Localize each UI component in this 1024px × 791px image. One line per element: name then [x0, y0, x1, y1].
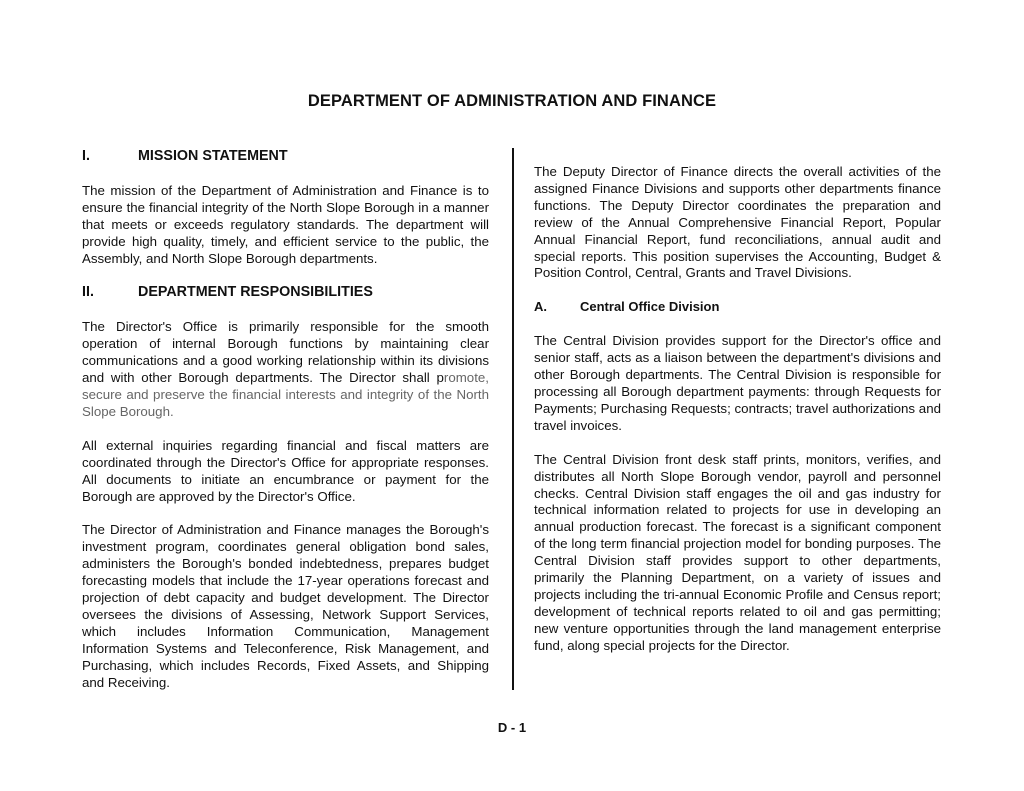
section-title: DEPARTMENT RESPONSIBILITIES — [138, 284, 373, 301]
section-heading-mission — [82, 148, 489, 165]
inquiries-paragraph: All external inquiries regarding financial and fiscal matters are coordinated through the Director's Office for appropriate responses. All documents to initiate an encumbrance or payment for the Borough are approved by the Director's Office. — [82, 437, 489, 504]
subsection-title: Central Office Division — [580, 299, 720, 315]
page-title: DEPARTMENT OF ADMINISTRATION AND FINANCE — [307, 92, 717, 110]
deputy-director-paragraph: The Deputy Director of Finance directs the overall activities of the assigned Finance Divisions and supports other departments finance functions. The Deputy Director coordinates the preparation and review of the Annual Comprehensive Financial Report, Popular Annual Financial Report, fund reconciliations, annual audit and special reports. This position supervises the Accounting, Budget & Position Control, Central, Grants and Travel Divisions. — [534, 164, 941, 281]
subsection-letter: A. — [534, 299, 547, 315]
section-number: I. — [82, 148, 90, 164]
right-column — [534, 164, 941, 655]
section-heading-responsibilities — [82, 284, 489, 301]
page-number: D - 1 — [497, 720, 527, 735]
paragraph-text: The Director's Office is primarily responsible for the smooth operation of internal Borough functions by maintaining clear communications and a good working relationship within its divisions and with other Borough departments. The Director shall p — [82, 319, 489, 386]
section-number: II. — [82, 284, 94, 301]
subsection-heading-central-office — [534, 299, 941, 316]
section-title: MISSION STATEMENT — [138, 148, 288, 164]
paragraph-text-gray: romote, secure and preserve the financial interests and integrity of the North Slope Borough. — [82, 370, 489, 419]
front-desk-paragraph: The Central Division front desk staff prints, monitors, verifies, and distributes all North Slope Borough vendor, payroll and personnel checks. Central Division staff engages the oil and gas industry for technical information related to projects for use in developing an annual production forecast. The forecast is a significant component of the long term financial projection model for bonding purposes. The Central Division staff provides support to other departments, primarily the Planning Department, on a variety of issues and projects including the tri-annual Economic Profile and Census report; development of technical reports related to oil and gas permitting; new venture opportunities through the land management enterprise fund, along special projects for the Director. — [534, 451, 941, 653]
column-divider — [512, 148, 514, 690]
left-column — [82, 148, 489, 691]
mission-paragraph: The mission of the Department of Administration and Finance is to ensure the financial integrity of the North Slope Borough in a manner that meets or exceeds regulatory standards. The department will provide high quality, timely, and efficient service to the public, the Assembly, and North Slope Borough departments. — [82, 182, 489, 266]
directors-office-paragraph — [82, 319, 489, 420]
central-division-paragraph: The Central Division provides support for the Director's office and senior staff, acts as a liaison between the department's divisions and other Borough departments. The Central Division is responsible for processing all Borough department payments: through Requests for Payments; Purchasing Requests; contracts; travel authorizations and travel invoices. — [534, 333, 941, 433]
director-duties-paragraph: The Director of Administration and Finance manages the Borough's investment program, coordinates general obligation bond sales, administers the Borough's bonded indebtedness, prepares budget forecasting models that include the 17-year operations forecast and projection of debt capacity and budget development. The Director oversees the divisions of Assessing, Network Support Services, which includes Information Communication, Management Information Systems and Teleconference, Risk Management, and Purchasing, which includes Records, Fixed Assets, and Shipping and Receiving. — [82, 522, 489, 690]
